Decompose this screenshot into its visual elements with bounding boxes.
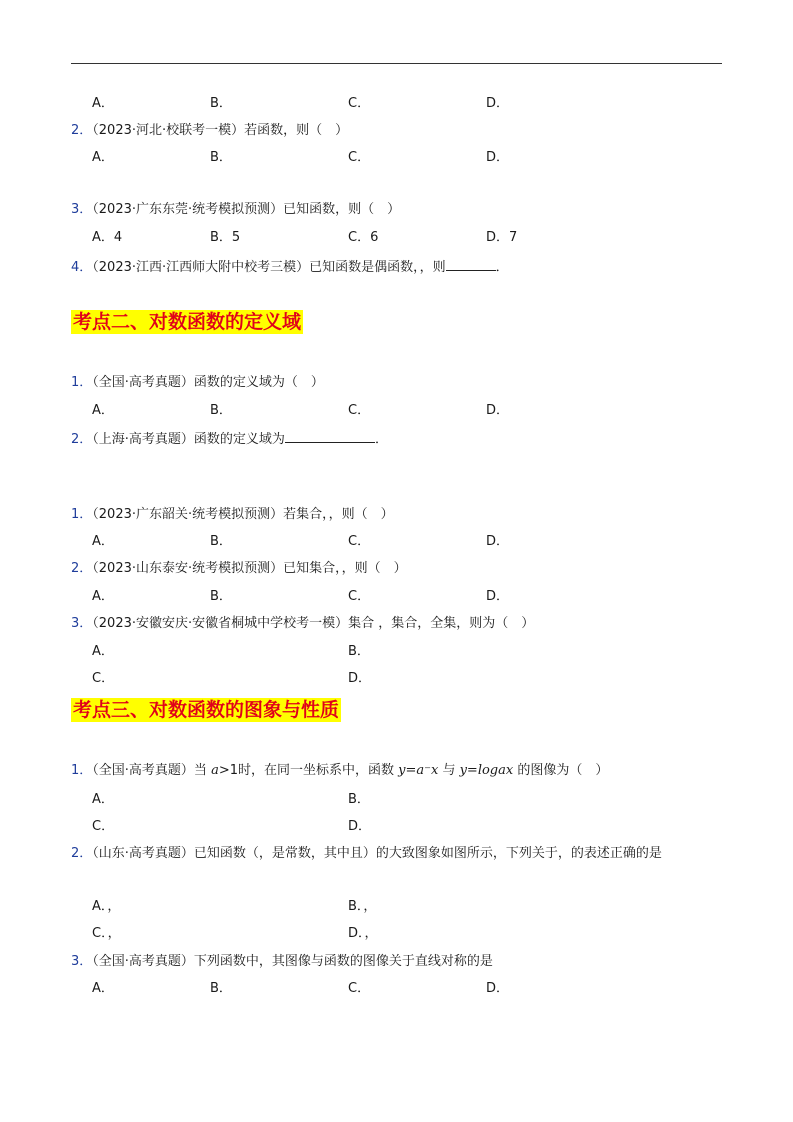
s3-q3-option-c: C． [348,981,371,996]
s2-q2 [71,430,388,448]
s1-q2-option-b: B． [210,150,232,165]
s3-q2-option-a: A．， [92,899,121,914]
question-source: （2023·江西·江西师大附中校考三模） [92,260,310,275]
question-text: 的图像为（ ） [513,763,609,778]
s2b-q2 [71,561,407,577]
s2b-q1-option-a: A． [92,534,114,549]
s3-q2 [71,846,662,862]
question-number: 4． [71,260,93,275]
s2b-q1-option-c: C． [348,534,371,549]
s1-q3-option-d: D．7 [486,230,518,245]
question-text: 已知集合，，则（ ） [283,561,407,576]
s1-q2-option-a: A． [92,150,114,165]
s2b-q1-option-d: D． [486,534,510,549]
question-source: （全国·高考真题） [92,375,194,390]
question-text: 下列函数中，其图像与函数的图像关于直线对称的是 [193,954,493,969]
s3-q2-option-b: B．， [348,899,377,914]
question-text: 与 [438,763,460,778]
question-number: 1． [71,507,93,522]
s3-q1-option-d: D． [348,819,372,834]
question-number: 3． [71,202,93,217]
question-text: 函数的定义域为（ ） [193,375,324,390]
question-source: （全国·高考真题） [92,763,194,778]
question-source: （2023·广东东莞·统考模拟预测） [92,202,284,217]
question-number: 3． [71,954,93,969]
question-text: 已知函数，则（ ） [283,202,401,217]
s2b-q3-option-c: C． [92,671,115,686]
question-number: 2． [71,432,93,447]
s3-q2-option-c: C．， [92,926,121,941]
s2b-q1 [71,507,394,523]
s2b-q2-option-c: C． [348,589,371,604]
s2-q1-option-c: C． [348,403,371,418]
s2b-q3 [71,616,534,632]
question-end: ． [495,260,509,275]
s1-q3-option-b: B．5 [210,230,241,245]
question-end: ． [374,432,388,447]
s2b-q2-option-b: B． [210,589,232,604]
s1-q1-option-c: C． [348,96,371,111]
s3-q3 [71,954,493,970]
s3-q1 [71,763,608,779]
s1-q3-option-c: C．6 [348,230,379,245]
question-source: （2023·山东泰安·统考模拟预测） [92,561,284,576]
s2b-q3-option-a: A． [92,644,114,659]
s2-q1 [71,375,324,391]
s2b-q2-option-a: A． [92,589,114,604]
math-var-a: a [211,763,219,778]
s1-q2-option-c: C． [348,150,371,165]
question-text: 已知函数（，是常数，其中且）的大致图象如图所示，下列关于，的表述正确的是 [193,846,662,861]
s3-q3-option-a: A． [92,981,114,996]
question-source: （2023·安徽安庆·安徽省桐城中学校考一模） [92,616,349,631]
answer-blank[interactable] [446,258,496,271]
math-expr-2: y=logax [459,763,514,778]
math-expr-1: y=a⁻x [398,763,439,778]
s1-q2-option-d: D． [486,150,510,165]
answer-blank[interactable] [285,430,375,443]
question-text: 已知函数是偶函数，，则 [309,260,446,275]
question-number: 2． [71,561,93,576]
question-number: 2． [71,846,93,861]
s2b-q2-option-d: D． [486,589,510,604]
question-source: （上海·高考真题） [92,432,194,447]
question-source: （全国·高考真题） [92,954,194,969]
s1-q4 [71,258,509,276]
s1-q1-option-b: B． [210,96,232,111]
question-number: 2． [71,123,93,138]
s1-q1-option-a: A． [92,96,114,111]
question-source: （2023·河北·校联考一模） [92,123,245,138]
s2b-q1-option-b: B． [210,534,232,549]
s2-q1-option-b: B． [210,403,232,418]
s2-q1-option-a: A． [92,403,114,418]
s2b-q3-option-b: B． [348,644,370,659]
section-heading-3: 考点三、对数函数的图象与性质 [73,699,340,721]
s1-q3-option-a: A．4 [92,230,123,245]
s1-q3 [71,202,400,218]
s3-q3-option-b: B． [210,981,232,996]
s3-q1-option-c: C． [92,819,115,834]
s3-q2-option-d: D．， [348,926,378,941]
question-number: 1． [71,375,93,390]
question-number: 1． [71,763,93,778]
s2b-q3-option-d: D． [348,671,372,686]
s3-q1-option-b: B． [348,792,370,807]
s3-q1-option-a: A． [92,792,114,807]
s2-q1-option-d: D． [486,403,510,418]
question-text: 当 [193,763,212,778]
question-text: 集合 ，集合，全集，则为（ ） [348,616,535,631]
question-text: 函数的定义域为 [193,432,285,447]
question-text: 若函数，则（ ） [244,123,349,138]
question-source: （山东·高考真题） [92,846,194,861]
question-number: 3． [71,616,93,631]
s1-q1-option-d: D． [486,96,510,111]
question-source: （2023·广东韶关·统考模拟预测） [92,507,284,522]
s1-q2 [71,123,348,139]
section-heading-2: 考点二、对数函数的定义域 [73,311,302,333]
question-text: 若集合，，则（ ） [283,507,394,522]
s3-q3-option-d: D． [486,981,510,996]
question-text: >1时，在同一坐标系中，函数 [218,763,399,778]
header-rule [71,63,722,64]
